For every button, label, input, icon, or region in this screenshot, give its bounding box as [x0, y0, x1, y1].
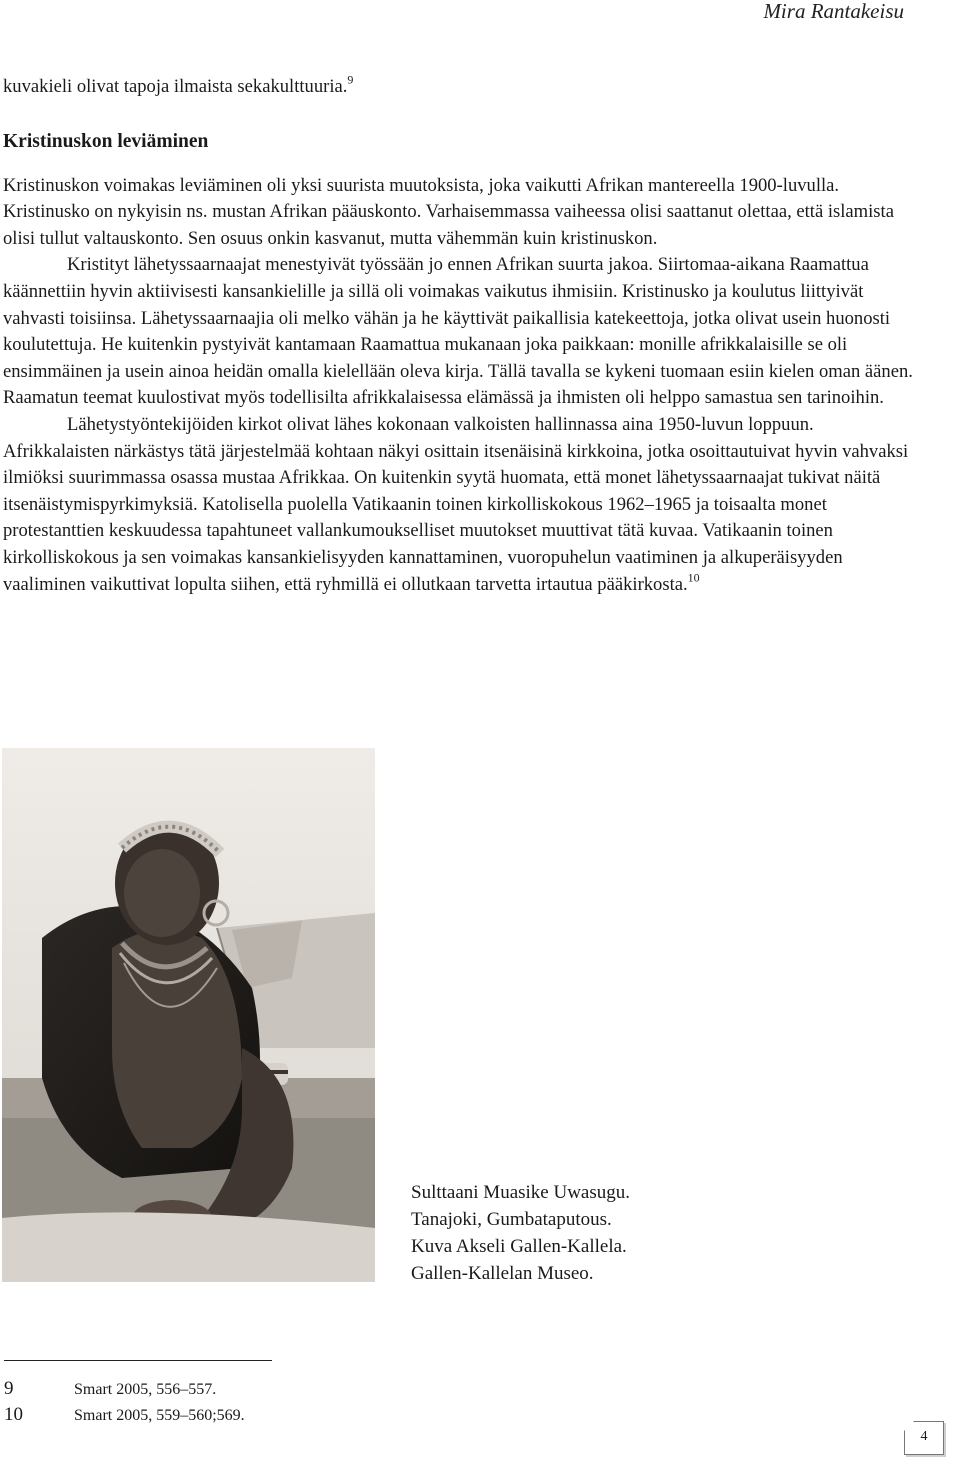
page-number: 4 [920, 1429, 928, 1444]
running-head: Mira Rantakeisu [763, 0, 904, 23]
body-text [3, 74, 913, 598]
portrait-illustration [2, 748, 375, 1282]
paragraph-3 [3, 412, 913, 598]
paragraph-2: Kristityt lähetyssaarnaajat menestyivät työssään jo ennen Afrikan suurta jakoa. Siirtomaa-aikana Raamattua käännettiin hyvin aktiivisesti kansankielille ja sillä oli voimakas vaikutus ihmisiin. Kristinusko ja koulutus liittyivät vahvasti toisiinsa. Lähetyssaarnaajia oli melko vähän ja he käyttivät paikallisia katekeettoja, jotka olivat usein huonosti koulutettuja. He kuitenkin pystyivät kantamaan Raamattua mukanaan joka paikkaan: monille afrikkalaisille se oli ensimmäinen ja usein ainoa heidän omalla kielellään oleva kirja. Tällä tavalla se kykeni tuomaan esiin kielen oman äänen. Raamatun teemat kuulostivat myös todellisilta afrikkalaisessa elämässä ja ihmisten oli helppo samastua sen tarinoihin. [3, 254, 913, 409]
footnote-number: 10 [4, 1404, 23, 1425]
portrait-photo [2, 748, 375, 1282]
caption-line-4: Gallen-Kallelan Museo. [411, 1263, 594, 1284]
footnote-text: Smart 2005, 559–560;569. [74, 1407, 245, 1424]
page-number-box [904, 1421, 944, 1455]
footnote-text: Smart 2005, 556–557. [74, 1381, 217, 1398]
figure-caption [411, 1179, 630, 1287]
footnote-number: 9 [4, 1378, 14, 1399]
footnote-ref-10[interactable]: 10 [687, 570, 700, 585]
paragraph-3-text: Lähetystyöntekijöiden kirkot olivat lähes kokonaan valkoisten hallinnassa aina 1950-luvun loppuun. Afrikkalaisten närkästys tätä järjestelmää kohtaan näkyi osittain itsenäisinä kirkkoina, jotka osoittautuivat hyvin vahvaksi ilmiöksi suurimmassa osassa mustaa Afrikkaa. On kuitenkin syytä huomata, että monet lähetyssaarnaajat tukivat näitä itsenäistymispyrkimyksiä. Katolisella puolella Vatikaanin toinen kirkolliskokous 1962–1965 ja toisaalta monet protestanttien keskuudessa tapahtuneet vallankumoukselliset muutokset muuttivat tätä kuvaa. Vatikaanin toinen kirkolliskokous ja sen voimakas kansankielisyyden kannattaminen, vuoropuhelun vaatiminen ja alkuperäisyyden vaaliminen vaikuttivat lopulta siihen, että ryhmillä ei ollutkaan tarvetta irtautua pääkirkosta. [3, 413, 909, 595]
caption-line-2: Tanajoki, Gumbataputous. [411, 1209, 612, 1230]
intro-text: kuvakieli olivat tapoja ilmaista sekakulttuuria. [3, 76, 348, 97]
paragraph-1: Kristinuskon voimakas leviäminen oli yksi suurista muutoksista, joka vaikutti Afrikan mantereella 1900-luvulla. Kristinusko on nykyisin ns. mustan Afrikan pääuskonto. Varhaisemmassa vaiheessa olisi saattanut olettaa, että islamista olisi tullut valtauskonto. Sen osuus onkin kasvanut, mutta vähemmän kuin kristinuskon. [3, 174, 894, 249]
caption-line-1: Sulttaani Muasike Uwasugu. [411, 1182, 631, 1203]
footnote-ref-9[interactable]: 9 [347, 72, 354, 87]
caption-line-3: Kuva Akseli Gallen-Kallela. [411, 1236, 627, 1257]
footnote-divider [4, 1360, 272, 1361]
section-heading: Kristinuskon leviäminen [3, 130, 209, 152]
intro-paragraph [3, 74, 913, 101]
